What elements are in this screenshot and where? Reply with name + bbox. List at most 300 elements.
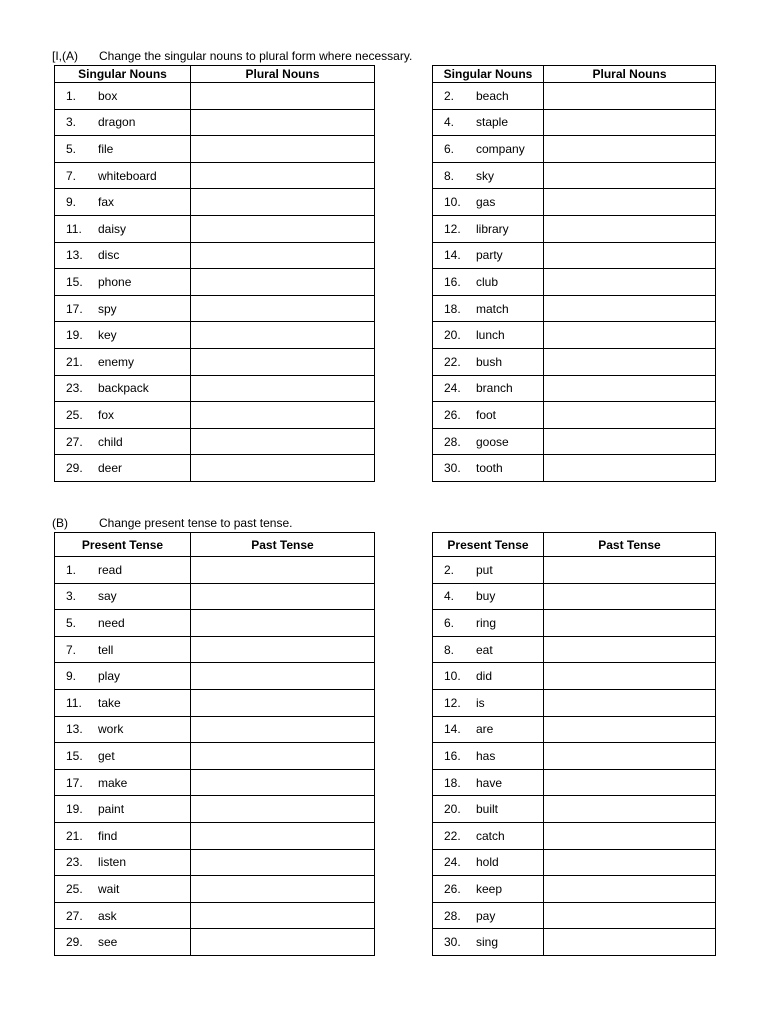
given-word: lunch [476, 328, 505, 343]
table-row [433, 162, 716, 189]
answer-cell[interactable] [544, 663, 716, 690]
given-word: staple [476, 115, 509, 130]
item-number: 16. [444, 748, 461, 763]
question-cell [433, 769, 544, 796]
table-row [433, 743, 716, 770]
given-word: make [98, 775, 128, 790]
table-header-row [55, 66, 375, 83]
given-word: ring [476, 615, 497, 630]
item-number: 19. [66, 328, 83, 343]
answer-cell[interactable] [544, 189, 716, 216]
table-row [433, 189, 716, 216]
table-row [55, 610, 375, 637]
table-row [55, 348, 375, 375]
answer-cell[interactable] [191, 769, 375, 796]
question-cell [433, 902, 544, 929]
answer-cell[interactable] [544, 136, 716, 163]
question-cell [55, 822, 191, 849]
table-row [55, 743, 375, 770]
table-row [55, 136, 375, 163]
item-number: 20. [444, 802, 461, 817]
table-row [433, 822, 716, 849]
answer-cell[interactable] [544, 402, 716, 429]
table-row [433, 796, 716, 823]
given-word-header: Singular Nouns [433, 66, 544, 83]
table-row [433, 375, 716, 402]
item-number: 2. [444, 562, 455, 577]
given-word: paint [98, 802, 125, 817]
table-row [433, 269, 716, 296]
answer-cell[interactable] [191, 716, 375, 743]
given-word: did [476, 669, 493, 684]
table-row [55, 583, 375, 610]
table-row [55, 455, 375, 482]
item-number: 1. [66, 562, 77, 577]
question-cell [433, 402, 544, 429]
answer-cell[interactable] [191, 849, 375, 876]
given-word-header: Present Tense [55, 533, 191, 557]
item-number: 5. [66, 141, 77, 156]
given-word: company [476, 141, 525, 156]
question-cell [433, 689, 544, 716]
item-number: 20. [444, 328, 461, 343]
given-word: gas [476, 195, 496, 210]
item-number: 26. [444, 881, 461, 896]
section-a-instruction: Change the singular nouns to plural form where necessary. [99, 49, 413, 63]
answer-cell[interactable] [191, 929, 375, 956]
question-cell [433, 557, 544, 584]
answer-cell[interactable] [544, 929, 716, 956]
question-cell [55, 663, 191, 690]
table-header-row [433, 533, 716, 557]
answer-header: Past Tense [191, 533, 375, 557]
given-word: read [98, 562, 123, 577]
item-number: 6. [444, 615, 455, 630]
question-cell [433, 610, 544, 637]
answer-cell[interactable] [544, 83, 716, 110]
table-row [433, 242, 716, 269]
given-word: library [476, 221, 509, 236]
answer-cell[interactable] [544, 455, 716, 482]
item-number: 18. [444, 775, 461, 790]
answer-cell[interactable] [191, 402, 375, 429]
table-row [55, 322, 375, 349]
answer-cell[interactable] [544, 162, 716, 189]
item-number: 7. [66, 168, 77, 183]
answer-cell[interactable] [544, 375, 716, 402]
given-word: listen [98, 855, 127, 870]
section-a-right-table [432, 65, 716, 482]
question-cell [433, 455, 544, 482]
given-word: are [476, 722, 494, 737]
question-cell [55, 743, 191, 770]
answer-cell[interactable] [191, 455, 375, 482]
given-word: party [476, 248, 503, 263]
table-row [55, 929, 375, 956]
item-number: 18. [444, 301, 461, 316]
answer-cell[interactable] [544, 295, 716, 322]
answer-cell[interactable] [191, 636, 375, 663]
answer-cell[interactable] [191, 796, 375, 823]
item-number: 2. [444, 88, 455, 103]
answer-cell[interactable] [544, 109, 716, 136]
item-number: 24. [444, 381, 461, 396]
item-number: 29. [66, 935, 83, 950]
question-cell [55, 375, 191, 402]
given-word: ask [98, 908, 117, 923]
answer-cell[interactable] [191, 295, 375, 322]
question-cell [55, 636, 191, 663]
question-cell [433, 663, 544, 690]
answer-cell[interactable] [544, 557, 716, 584]
answer-cell[interactable] [544, 215, 716, 242]
given-word: fax [98, 195, 115, 210]
question-cell [433, 295, 544, 322]
answer-cell[interactable] [544, 269, 716, 296]
table-row [433, 322, 716, 349]
item-number: 5. [66, 615, 77, 630]
question-cell [55, 849, 191, 876]
question-cell [55, 610, 191, 637]
question-cell [55, 322, 191, 349]
question-cell [433, 716, 544, 743]
answer-cell[interactable] [191, 269, 375, 296]
answer-header: Plural Nouns [191, 66, 375, 83]
item-number: 19. [66, 802, 83, 817]
given-word: wait [98, 881, 120, 896]
item-number: 13. [66, 722, 83, 737]
answer-cell[interactable] [191, 557, 375, 584]
table-row [55, 402, 375, 429]
question-cell [55, 583, 191, 610]
item-number: 23. [66, 855, 83, 870]
answer-cell[interactable] [191, 189, 375, 216]
given-word: get [98, 748, 115, 763]
given-word: dragon [98, 115, 136, 130]
given-word: beach [476, 88, 509, 103]
table-row [55, 876, 375, 903]
item-number: 21. [66, 828, 83, 843]
question-cell [433, 215, 544, 242]
item-number: 12. [444, 695, 461, 710]
given-word: branch [476, 381, 513, 396]
given-word: child [98, 434, 123, 449]
table-row [433, 716, 716, 743]
question-cell [433, 242, 544, 269]
given-word: play [98, 669, 121, 684]
given-word: disc [98, 248, 120, 263]
question-cell [55, 929, 191, 956]
answer-cell[interactable] [544, 716, 716, 743]
table-row [55, 269, 375, 296]
question-cell [55, 269, 191, 296]
given-word: eat [476, 642, 493, 657]
item-number: 25. [66, 407, 83, 422]
table-row [55, 428, 375, 455]
item-number: 3. [66, 115, 77, 130]
question-cell [55, 796, 191, 823]
answer-cell[interactable] [191, 876, 375, 903]
item-number: 14. [444, 722, 461, 737]
table-row [433, 583, 716, 610]
question-cell [55, 215, 191, 242]
item-number: 7. [66, 642, 77, 657]
item-number: 11. [66, 695, 82, 710]
given-word: club [476, 274, 499, 289]
item-number: 10. [444, 669, 461, 684]
answer-header: Past Tense [544, 533, 716, 557]
answer-cell[interactable] [191, 109, 375, 136]
given-word: buy [476, 589, 496, 604]
answer-cell[interactable] [544, 849, 716, 876]
answer-cell[interactable] [191, 428, 375, 455]
item-number: 4. [444, 115, 455, 130]
answer-cell[interactable] [191, 322, 375, 349]
section-a-label: [I,(A) [52, 49, 78, 63]
item-number: 15. [66, 274, 83, 289]
given-word: take [98, 695, 121, 710]
question-cell [433, 849, 544, 876]
question-cell [433, 796, 544, 823]
question-cell [55, 455, 191, 482]
given-word: is [476, 695, 485, 710]
item-number: 29. [66, 461, 83, 476]
given-word: say [98, 589, 117, 604]
section-a-heading [52, 49, 412, 63]
question-cell [433, 583, 544, 610]
answer-cell[interactable] [191, 689, 375, 716]
table-row [55, 375, 375, 402]
question-cell [55, 136, 191, 163]
given-word-header: Present Tense [433, 533, 544, 557]
question-cell [433, 136, 544, 163]
item-number: 26. [444, 407, 461, 422]
section-a-left-table [54, 65, 375, 482]
table-row [433, 215, 716, 242]
given-word: tooth [476, 461, 503, 476]
given-word: built [476, 802, 499, 817]
given-word: pay [476, 908, 496, 923]
question-cell [55, 902, 191, 929]
item-number: 8. [444, 168, 455, 183]
answer-cell[interactable] [191, 215, 375, 242]
answer-cell[interactable] [544, 876, 716, 903]
table-row [55, 557, 375, 584]
table-row [433, 902, 716, 929]
item-number: 22. [444, 828, 461, 843]
table-row [433, 663, 716, 690]
question-cell [433, 743, 544, 770]
given-word: need [98, 615, 125, 630]
given-word: foot [476, 407, 497, 422]
table-row [55, 902, 375, 929]
question-cell [433, 876, 544, 903]
item-number: 1. [66, 88, 77, 103]
table-row [55, 189, 375, 216]
question-cell [55, 716, 191, 743]
answer-cell[interactable] [191, 348, 375, 375]
answer-cell[interactable] [544, 583, 716, 610]
given-word: enemy [98, 354, 135, 369]
answer-cell[interactable] [544, 743, 716, 770]
item-number: 4. [444, 589, 455, 604]
answer-cell[interactable] [544, 636, 716, 663]
answer-cell[interactable] [191, 610, 375, 637]
given-word: spy [98, 301, 117, 316]
answer-cell[interactable] [544, 822, 716, 849]
question-cell [55, 428, 191, 455]
question-cell [55, 162, 191, 189]
item-number: 9. [66, 195, 77, 210]
table-row [55, 242, 375, 269]
table-row [55, 822, 375, 849]
question-cell [433, 636, 544, 663]
given-word: put [476, 562, 493, 577]
question-cell [433, 322, 544, 349]
table-row [55, 109, 375, 136]
table-row [55, 162, 375, 189]
answer-cell[interactable] [544, 902, 716, 929]
answer-cell[interactable] [544, 428, 716, 455]
answer-cell[interactable] [191, 583, 375, 610]
answer-cell[interactable] [191, 902, 375, 929]
table-row [433, 557, 716, 584]
question-cell [55, 769, 191, 796]
answer-cell[interactable] [191, 663, 375, 690]
answer-cell[interactable] [544, 769, 716, 796]
table-row [55, 769, 375, 796]
table-row [433, 929, 716, 956]
answer-header: Plural Nouns [544, 66, 716, 83]
given-word: bush [476, 354, 503, 369]
question-cell [433, 109, 544, 136]
answer-cell[interactable] [191, 743, 375, 770]
section-b-heading [52, 516, 292, 530]
table-row [55, 295, 375, 322]
item-number: 16. [444, 274, 461, 289]
table-row [433, 610, 716, 637]
question-cell [55, 689, 191, 716]
table-header-row [55, 533, 375, 557]
question-cell [55, 557, 191, 584]
given-word: sing [476, 935, 499, 950]
given-word: catch [476, 828, 505, 843]
item-number: 17. [66, 775, 83, 790]
question-cell [433, 189, 544, 216]
question-cell [55, 295, 191, 322]
answer-cell[interactable] [191, 162, 375, 189]
given-word: file [98, 141, 114, 156]
table-row [433, 83, 716, 110]
answer-cell[interactable] [544, 322, 716, 349]
given-word: sky [476, 168, 494, 183]
question-cell [433, 428, 544, 455]
table-row [55, 663, 375, 690]
item-number: 25. [66, 881, 83, 896]
answer-cell[interactable] [191, 822, 375, 849]
question-cell [55, 189, 191, 216]
item-number: 12. [444, 221, 461, 236]
given-word: match [476, 301, 509, 316]
question-cell [433, 348, 544, 375]
table-row [55, 689, 375, 716]
given-word: key [98, 328, 117, 343]
item-number: 13. [66, 248, 83, 263]
table-row [433, 428, 716, 455]
item-number: 10. [444, 195, 461, 210]
given-word: work [98, 722, 124, 737]
table-row [433, 636, 716, 663]
item-number: 27. [66, 908, 83, 923]
item-number: 28. [444, 434, 461, 449]
section-b-instruction: Change present tense to past tense. [99, 516, 293, 530]
table-row [433, 348, 716, 375]
table-row [433, 689, 716, 716]
given-word-header: Singular Nouns [55, 66, 191, 83]
section-b-label: (B) [52, 516, 68, 530]
item-number: 30. [444, 935, 461, 950]
question-cell [55, 402, 191, 429]
answer-cell[interactable] [544, 796, 716, 823]
item-number: 17. [66, 301, 83, 316]
answer-cell[interactable] [544, 348, 716, 375]
answer-cell[interactable] [191, 242, 375, 269]
table-row [433, 876, 716, 903]
question-cell [433, 929, 544, 956]
given-word: tell [98, 642, 114, 657]
given-word: hold [476, 855, 499, 870]
question-cell [433, 162, 544, 189]
question-cell [55, 242, 191, 269]
item-number: 6. [444, 141, 455, 156]
item-number: 27. [66, 434, 83, 449]
table-row [433, 136, 716, 163]
table-row [433, 769, 716, 796]
given-word: deer [98, 461, 123, 476]
question-cell [433, 375, 544, 402]
section-b-left-table [54, 532, 375, 956]
item-number: 28. [444, 908, 461, 923]
item-number: 14. [444, 248, 461, 263]
answer-cell[interactable] [191, 136, 375, 163]
table-row [55, 716, 375, 743]
given-word: has [476, 748, 496, 763]
given-word: goose [476, 434, 509, 449]
answer-cell[interactable] [544, 242, 716, 269]
item-number: 9. [66, 669, 77, 684]
item-number: 23. [66, 381, 83, 396]
question-cell [55, 83, 191, 110]
table-row [55, 215, 375, 242]
given-word: daisy [98, 221, 127, 236]
table-row [433, 295, 716, 322]
question-cell [433, 83, 544, 110]
question-cell [433, 822, 544, 849]
given-word: keep [476, 881, 503, 896]
answer-cell[interactable] [544, 610, 716, 637]
question-cell [433, 269, 544, 296]
question-cell [55, 348, 191, 375]
answer-cell[interactable] [191, 83, 375, 110]
table-row [55, 636, 375, 663]
answer-cell[interactable] [544, 689, 716, 716]
given-word: whiteboard [98, 168, 157, 183]
given-word: have [476, 775, 503, 790]
table-row [433, 849, 716, 876]
answer-cell[interactable] [191, 375, 375, 402]
table-row [55, 796, 375, 823]
item-number: 30. [444, 461, 461, 476]
